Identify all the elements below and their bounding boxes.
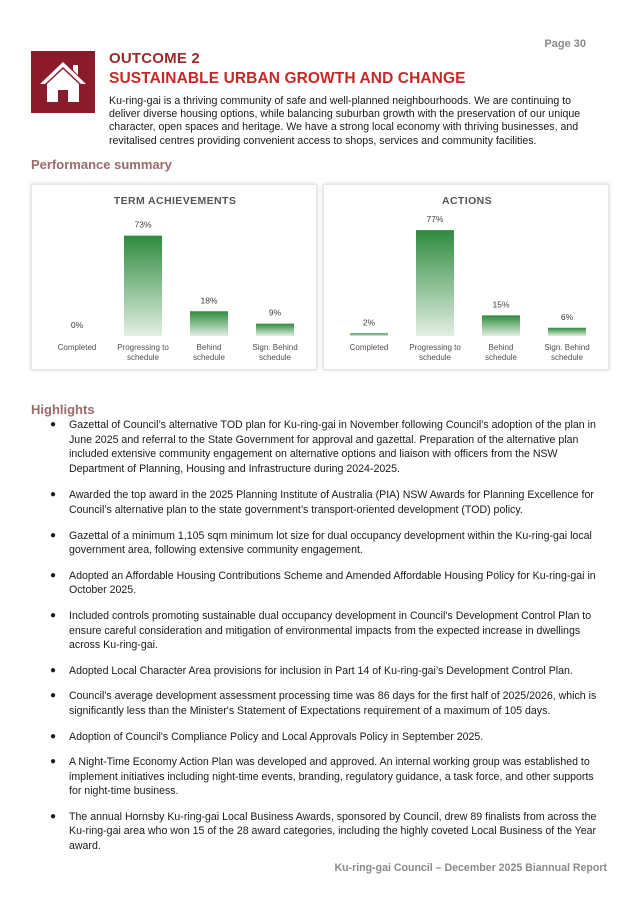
highlight-item bbox=[46, 810, 606, 854]
highlight-text: Adopted Local Character Area provisions for inclusion in Part 14 of Ku-ring-gai’s Development Control Plan. bbox=[69, 664, 573, 677]
highlight-text: Council's average development assessment processing time was 86 days for the first half of 2025/2026, which is significantly less than the Minister's Statement of Expectations requirement of a maximum of 105 days. bbox=[69, 690, 597, 717]
highlight-item bbox=[46, 730, 606, 745]
bullet-icon: ● bbox=[50, 489, 57, 501]
data-label: 73% bbox=[134, 219, 152, 230]
bullet-icon: ● bbox=[50, 730, 57, 742]
bullet-icon: ● bbox=[50, 569, 57, 581]
outcome-intro: Ku-ring-gai is a thriving community of safe and well-planned neighbourhoods. We are continuing to deliver diverse housing options, while balancing suburban growth with the preservation of our unique character, open spaces and heritage. We have a strong local economy with thriving businesses, and revitalised centres providing convenient access to shops, services and community facilities. bbox=[109, 95, 581, 147]
bullet-icon: ● bbox=[50, 664, 57, 676]
highlight-text: Gazettal of a minimum 1,105 sqm minimum lot size for dual occupancy development within the Ku-ring-gai local government area, following extensive community engagement. bbox=[69, 529, 592, 557]
category-label: Completed bbox=[57, 343, 97, 352]
bar bbox=[416, 230, 454, 336]
bar bbox=[124, 236, 162, 336]
highlight-item bbox=[46, 418, 606, 476]
bar bbox=[190, 311, 228, 336]
highlight-item bbox=[46, 689, 606, 718]
data-label: 15% bbox=[492, 299, 510, 310]
highlight-item bbox=[46, 609, 606, 653]
page-number: Page 30 bbox=[544, 38, 586, 50]
highlight-text: Gazettal of Council’s alternative TOD plan for Ku-ring-gai in November following Council’s adoption of the plan in June 2025 and referral to the State Government for approval and gazettal. Preparation of the alternative plan included extensive community engagement on alternative options and liaison with officers from the NSW Department of Planning, Housing and Infrastructure during 2024-2025. bbox=[69, 419, 596, 475]
actions-chart-svg bbox=[324, 185, 610, 371]
data-label: 18% bbox=[200, 295, 218, 306]
term-achievements-chart bbox=[31, 184, 317, 370]
category-label: Progressing to schedule bbox=[409, 343, 461, 362]
highlight-item bbox=[46, 755, 606, 799]
actions-chart bbox=[323, 184, 609, 370]
bullet-icon: ● bbox=[50, 690, 57, 702]
highlight-text: Adoption of Council's Compliance Policy and Local Approvals Policy in September 2025. bbox=[69, 730, 484, 743]
data-label: 9% bbox=[268, 307, 282, 318]
highlight-item bbox=[46, 529, 606, 558]
outcome-title: SUSTAINABLE URBAN GROWTH AND CHANGE bbox=[109, 70, 466, 87]
bullet-icon: ● bbox=[50, 529, 57, 541]
bar bbox=[548, 328, 586, 336]
highlight-text: Awarded the top award in the 2025 Planning Institute of Australia (PIA) NSW Awards for Planning Excellence for Council’s alternative plan to the state government’s transport-oriented development (TOD) policy. bbox=[69, 489, 594, 516]
chart-title: TERM ACHIEVEMENTS bbox=[113, 195, 237, 207]
highlight-text: A Night-Time Economy Action Plan was developed and approved. An internal working group was established to implement initiatives including night-time events, branding, regulatory guidance, a task force, and other supports for night-time business. bbox=[69, 756, 594, 798]
data-label: 77% bbox=[426, 214, 444, 225]
bar bbox=[256, 324, 294, 336]
performance-heading: Performance summary bbox=[31, 157, 172, 172]
term-achievements-chart-svg bbox=[32, 185, 318, 371]
category-label: Sign. Behind schedule bbox=[252, 343, 298, 362]
highlight-text: The annual Hornsby Ku-ring-gai Local Business Awards, sponsored by Council, drew 89 finalists from across the Ku-ring-gai area who won 15 of the 28 award categories, including the highly coveted Local Business of the Year award. bbox=[69, 810, 597, 853]
category-label: Progressing to schedule bbox=[117, 343, 169, 362]
highlight-item bbox=[46, 488, 606, 517]
outcome-label: OUTCOME 2 bbox=[109, 50, 200, 67]
footer-text: Ku-ring-gai Council – December 2025 Biannual Report bbox=[334, 862, 607, 874]
category-label: Behind schedule bbox=[192, 343, 226, 362]
category-label: Sign. Behind schedule bbox=[544, 343, 590, 362]
data-label: 0% bbox=[70, 320, 84, 330]
highlights-list bbox=[46, 418, 606, 854]
house-icon bbox=[31, 51, 95, 113]
category-label: Completed bbox=[349, 343, 389, 352]
bullet-icon: ● bbox=[50, 810, 57, 822]
category-label: Behind schedule bbox=[484, 343, 518, 362]
highlight-item bbox=[46, 569, 606, 598]
bar bbox=[350, 333, 388, 336]
highlight-item bbox=[46, 664, 606, 679]
bullet-icon: ● bbox=[50, 419, 57, 430]
bullet-icon: ● bbox=[50, 609, 57, 621]
data-label: 2% bbox=[362, 317, 376, 328]
bar bbox=[482, 315, 520, 336]
highlight-text: Adopted an Affordable Housing Contributions Scheme and Amended Affordable Housing Policy for Ku-ring-gai in October 2025. bbox=[69, 569, 596, 597]
highlights-heading: Highlights bbox=[31, 402, 95, 417]
bullet-icon: ● bbox=[50, 756, 57, 768]
chart-title: ACTIONS bbox=[441, 195, 493, 207]
data-label: 6% bbox=[560, 311, 574, 322]
highlight-text: Included controls promoting sustainable dual occupancy development in Council’s Development Control Plan to ensure careful consideration and mitigation of environmental impacts from the expected increase in dwellings across Ku-ring-gai. bbox=[69, 609, 592, 652]
